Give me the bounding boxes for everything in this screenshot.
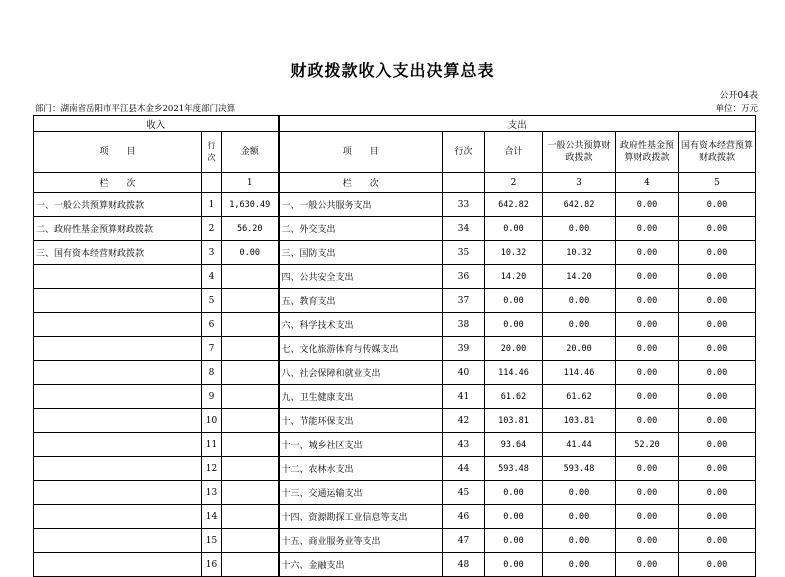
expense-item-header: 项 目 — [279, 132, 443, 173]
table-row — [34, 361, 756, 385]
income-index-label: 栏 次 — [34, 173, 202, 193]
state-capital-cell: 0.00 — [679, 385, 756, 409]
income-line-cell: 2 — [202, 217, 222, 241]
expense-line-cell: 43 — [443, 433, 485, 457]
general-budget-cell: 642.82 — [543, 193, 616, 217]
total-cell: 642.82 — [485, 193, 543, 217]
general-budget-cell: 0.00 — [543, 289, 616, 313]
total-cell: 61.62 — [485, 385, 543, 409]
table-row — [34, 433, 756, 457]
expense-line-cell: 46 — [443, 505, 485, 529]
expense-line-cell: 47 — [443, 529, 485, 553]
state-capital-cell: 0.00 — [679, 313, 756, 337]
expense-item-cell: 十三、交通运输支出 — [279, 481, 443, 505]
form-number: 公开04表 — [719, 91, 758, 101]
table-row — [34, 553, 756, 577]
expense-header: 支出 — [279, 116, 756, 132]
expense-line-cell: 44 — [443, 457, 485, 481]
income-line-cell: 1 — [202, 193, 222, 217]
income-line-header: 行次 — [202, 132, 222, 173]
fund-budget-cell: 0.00 — [616, 241, 679, 265]
expense-line-cell: 36 — [443, 265, 485, 289]
expense-line-cell: 45 — [443, 481, 485, 505]
report-title: 财政拨款收入支出决算总表 — [290, 61, 495, 80]
state-capital-cell: 0.00 — [679, 481, 756, 505]
expense-item-cell: 三、国防支出 — [279, 241, 443, 265]
income-item-cell — [34, 265, 202, 289]
general-budget-cell: 14.20 — [543, 265, 616, 289]
expense-line-cell: 33 — [443, 193, 485, 217]
general-budget-cell: 0.00 — [543, 505, 616, 529]
income-item-cell — [34, 505, 202, 529]
income-amount-cell — [222, 481, 279, 505]
table-row — [34, 193, 756, 217]
income-line-cell: 7 — [202, 337, 222, 361]
expense-line-cell: 40 — [443, 361, 485, 385]
total-cell: 14.20 — [485, 265, 543, 289]
state-capital-cell: 0.00 — [679, 553, 756, 577]
income-amount-cell — [222, 529, 279, 553]
general-budget-cell: 0.00 — [543, 481, 616, 505]
total-cell: 103.81 — [485, 409, 543, 433]
state-capital-cell: 0.00 — [679, 409, 756, 433]
table-row — [34, 289, 756, 313]
income-item-cell — [34, 433, 202, 457]
income-amount-cell — [222, 337, 279, 361]
expense-item-cell: 五、教育支出 — [279, 289, 443, 313]
income-item-cell — [34, 337, 202, 361]
expense-line-header: 行次 — [443, 132, 485, 173]
income-item-cell — [34, 457, 202, 481]
state-capital-cell: 0.00 — [679, 433, 756, 457]
header-row-index — [34, 173, 756, 193]
income-line-cell: 10 — [202, 409, 222, 433]
department-label: 部门：湖南省岳阳市平江县木金乡2021年度部门决算 — [35, 104, 236, 114]
income-item-cell — [34, 409, 202, 433]
expense-item-cell: 十一、城乡社区支出 — [279, 433, 443, 457]
total-cell: 93.64 — [485, 433, 543, 457]
unit-label: 单位：万元 — [715, 104, 758, 114]
income-line-index — [202, 173, 222, 193]
income-line-cell: 8 — [202, 361, 222, 385]
income-header: 收入 — [34, 116, 279, 132]
total-cell: 0.00 — [485, 505, 543, 529]
expense-line-cell: 37 — [443, 289, 485, 313]
income-line-cell: 5 — [202, 289, 222, 313]
expense-item-cell: 十五、商业服务业等支出 — [279, 529, 443, 553]
income-item-cell — [34, 481, 202, 505]
expense-line-cell: 42 — [443, 409, 485, 433]
fund-budget-cell: 0.00 — [616, 481, 679, 505]
header-row-sections — [34, 116, 756, 132]
fund-budget-cell: 0.00 — [616, 337, 679, 361]
income-line-cell: 14 — [202, 505, 222, 529]
fund-budget-cell: 0.00 — [616, 289, 679, 313]
general-budget-cell: 10.32 — [543, 241, 616, 265]
fund-budget-cell: 52.20 — [616, 433, 679, 457]
general-budget-cell: 41.44 — [543, 433, 616, 457]
expense-line-cell: 41 — [443, 385, 485, 409]
income-item-cell: 二、政府性基金预算财政拨款 — [34, 217, 202, 241]
income-amount-cell — [222, 553, 279, 577]
income-line-cell: 4 — [202, 265, 222, 289]
income-amount-header: 金额 — [222, 132, 279, 173]
index-1: 1 — [222, 173, 279, 193]
total-cell: 0.00 — [485, 481, 543, 505]
table-row — [34, 265, 756, 289]
fund-budget-cell: 0.00 — [616, 553, 679, 577]
income-amount-cell — [222, 505, 279, 529]
fund-budget-header: 政府性基金预算财政拨款 — [616, 132, 679, 173]
income-line-cell: 6 — [202, 313, 222, 337]
fund-budget-cell: 0.00 — [616, 193, 679, 217]
finance-summary-table — [33, 115, 756, 577]
expense-item-cell: 十二、农林水支出 — [279, 457, 443, 481]
expense-item-cell: 七、文化旅游体育与传媒支出 — [279, 337, 443, 361]
income-item-cell — [34, 361, 202, 385]
general-budget-cell: 61.62 — [543, 385, 616, 409]
table-row — [34, 481, 756, 505]
general-budget-cell: 593.48 — [543, 457, 616, 481]
table-row — [34, 505, 756, 529]
state-capital-cell: 0.00 — [679, 193, 756, 217]
expense-line-cell: 48 — [443, 553, 485, 577]
income-item-cell — [34, 385, 202, 409]
income-amount-cell — [222, 361, 279, 385]
expense-line-cell: 34 — [443, 217, 485, 241]
income-amount-cell — [222, 265, 279, 289]
expense-item-cell: 六、科学技术支出 — [279, 313, 443, 337]
table-row — [34, 409, 756, 433]
general-budget-cell: 103.81 — [543, 409, 616, 433]
income-amount-cell: 1,630.49 — [222, 193, 279, 217]
total-cell: 0.00 — [485, 529, 543, 553]
index-2: 2 — [485, 173, 543, 193]
expense-item-cell: 十、节能环保支出 — [279, 409, 443, 433]
income-amount-cell — [222, 409, 279, 433]
income-amount-cell: 56.20 — [222, 217, 279, 241]
general-budget-cell: 114.46 — [543, 361, 616, 385]
income-line-cell: 13 — [202, 481, 222, 505]
income-item-cell — [34, 553, 202, 577]
general-budget-cell: 0.00 — [543, 553, 616, 577]
expense-item-cell: 九、卫生健康支出 — [279, 385, 443, 409]
income-line-cell: 12 — [202, 457, 222, 481]
income-item-header: 项 目 — [34, 132, 202, 173]
table-row — [34, 457, 756, 481]
total-cell: 0.00 — [485, 313, 543, 337]
state-capital-cell: 0.00 — [679, 241, 756, 265]
expense-index-label: 栏 次 — [279, 173, 443, 193]
general-budget-cell: 0.00 — [543, 529, 616, 553]
fund-budget-cell: 0.00 — [616, 217, 679, 241]
income-line-cell: 9 — [202, 385, 222, 409]
income-item-cell: 一、一般公共预算财政拨款 — [34, 193, 202, 217]
expense-item-cell: 一、一般公共服务支出 — [279, 193, 443, 217]
general-budget-cell: 20.00 — [543, 337, 616, 361]
total-cell: 0.00 — [485, 217, 543, 241]
header-row-columns — [34, 132, 756, 173]
fund-budget-cell: 0.00 — [616, 385, 679, 409]
table-row — [34, 385, 756, 409]
fund-budget-cell: 0.00 — [616, 457, 679, 481]
index-4: 4 — [616, 173, 679, 193]
income-amount-cell — [222, 433, 279, 457]
income-line-cell: 16 — [202, 553, 222, 577]
expense-line-index — [443, 173, 485, 193]
expense-line-cell: 39 — [443, 337, 485, 361]
index-5: 5 — [679, 173, 756, 193]
state-capital-cell: 0.00 — [679, 289, 756, 313]
state-capital-header: 国有资本经营预算财政拨款 — [679, 132, 756, 173]
total-cell: 593.48 — [485, 457, 543, 481]
total-cell: 10.32 — [485, 241, 543, 265]
total-cell: 114.46 — [485, 361, 543, 385]
income-amount-cell: 0.00 — [222, 241, 279, 265]
income-amount-cell — [222, 457, 279, 481]
income-amount-cell — [222, 289, 279, 313]
income-line-cell: 3 — [202, 241, 222, 265]
table-row — [34, 337, 756, 361]
table-row — [34, 241, 756, 265]
total-header: 合计 — [485, 132, 543, 173]
general-budget-cell: 0.00 — [543, 313, 616, 337]
general-budget-header: 一般公共预算财政拨款 — [543, 132, 616, 173]
general-budget-cell: 0.00 — [543, 217, 616, 241]
income-amount-cell — [222, 385, 279, 409]
table-row — [34, 217, 756, 241]
table-row — [34, 313, 756, 337]
state-capital-cell: 0.00 — [679, 265, 756, 289]
state-capital-cell: 0.00 — [679, 505, 756, 529]
state-capital-cell: 0.00 — [679, 361, 756, 385]
income-item-cell — [34, 529, 202, 553]
income-line-cell: 15 — [202, 529, 222, 553]
expense-item-cell: 八、社会保障和就业支出 — [279, 361, 443, 385]
expense-line-cell: 38 — [443, 313, 485, 337]
total-cell: 0.00 — [485, 289, 543, 313]
fund-budget-cell: 0.00 — [616, 361, 679, 385]
expense-line-cell: 35 — [443, 241, 485, 265]
income-item-cell: 三、国有资本经营财政拨款 — [34, 241, 202, 265]
income-amount-cell — [222, 313, 279, 337]
income-line-cell: 11 — [202, 433, 222, 457]
fund-budget-cell: 0.00 — [616, 409, 679, 433]
fund-budget-cell: 0.00 — [616, 265, 679, 289]
fund-budget-cell: 0.00 — [616, 505, 679, 529]
total-cell: 20.00 — [485, 337, 543, 361]
fund-budget-cell: 0.00 — [616, 529, 679, 553]
table-row — [34, 529, 756, 553]
report-meta — [35, 102, 758, 114]
fund-budget-cell: 0.00 — [616, 313, 679, 337]
expense-item-cell: 十四、资源勘探工业信息等支出 — [279, 505, 443, 529]
income-item-cell — [34, 313, 202, 337]
total-cell: 0.00 — [485, 553, 543, 577]
expense-item-cell: 四、公共安全支出 — [279, 265, 443, 289]
state-capital-cell: 0.00 — [679, 529, 756, 553]
state-capital-cell: 0.00 — [679, 217, 756, 241]
expense-item-cell: 二、外交支出 — [279, 217, 443, 241]
state-capital-cell: 0.00 — [679, 337, 756, 361]
index-3: 3 — [543, 173, 616, 193]
state-capital-cell: 0.00 — [679, 457, 756, 481]
income-item-cell — [34, 289, 202, 313]
expense-item-cell: 十六、金融支出 — [279, 553, 443, 577]
